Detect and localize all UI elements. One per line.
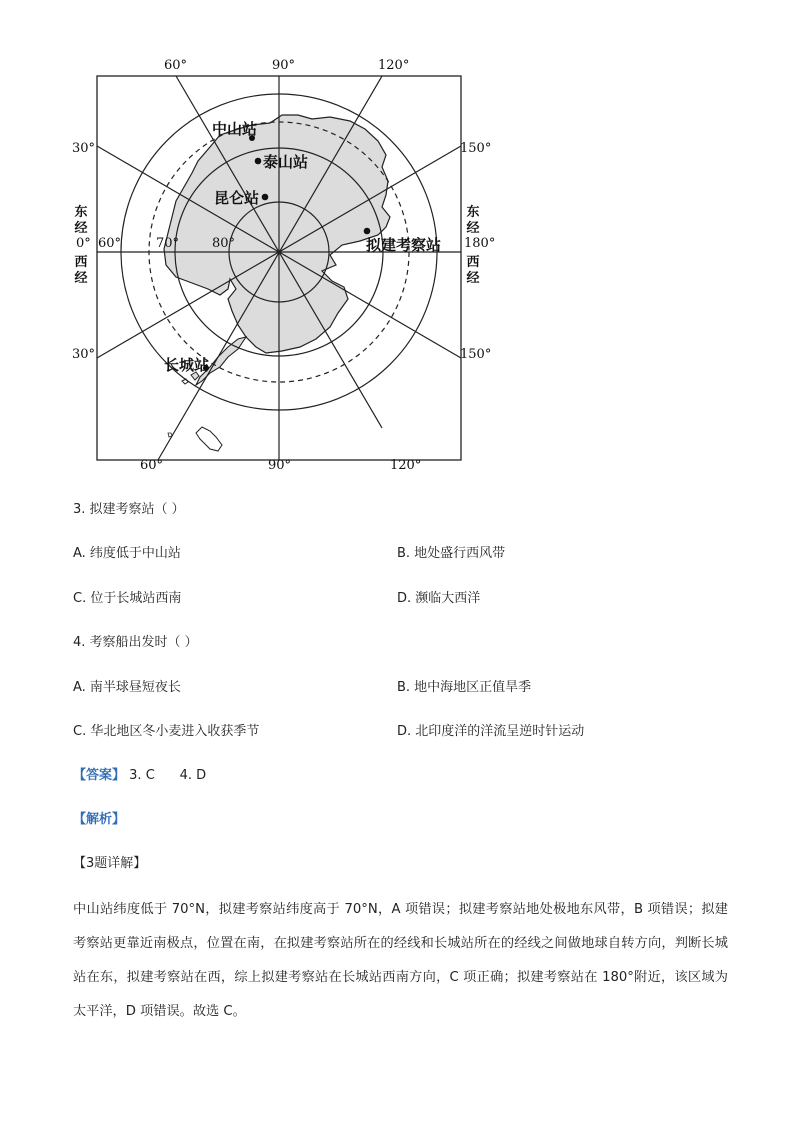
q3-option-c: C. 位于长城站西南	[73, 591, 182, 606]
zero-longitude-label: 0°	[76, 236, 91, 251]
q4-option-b: B. 地中海地区正值旱季	[397, 680, 532, 695]
q4-option-c: C. 华北地区冬小麦进入收获季节	[73, 724, 260, 739]
east-longitude-left: 东经	[74, 205, 88, 236]
lon-label-right-150-bottom: 150°	[460, 347, 492, 362]
question-3-stem: 3. 拟建考察站（ ）	[73, 502, 185, 517]
lon-180-label: 180°	[464, 236, 496, 251]
detail-paragraph: 中山站纬度低于 70°N，拟建考察站纬度高于 70°N，A 项错误；拟建考察站地处极地东风带，B 项错误；拟建考察站更靠近南极点，位置在南，在拟建考察站所在的经线和长城站所在的经线之间做地球自转方向，判断长城站在东，拟建考察站在西，综上拟建考察站在长城站西南方向，C 项正确；拟建考察站在 180°附近，该区域为太平洋，D 项错误。故选 C。	[73, 902, 728, 1019]
west-longitude-left: 西经	[74, 255, 88, 286]
q3-option-a: A. 纬度低于中山站	[73, 546, 181, 561]
lon-label-top-90: 90°	[272, 58, 296, 73]
changcheng-label: 长城站	[164, 356, 210, 374]
lon-label-top-60: 60°	[164, 58, 188, 73]
zhongshan-label: 中山站	[212, 120, 258, 138]
kunlun-dot	[262, 194, 269, 201]
lat-label-70: 70°	[156, 236, 180, 251]
lon-label-bottom-90: 90°	[268, 458, 292, 473]
lat-label-80: 80°	[212, 236, 236, 251]
lon-label-left-30-bottom: 30°	[72, 347, 96, 362]
detail-tag: 【3题详解】	[73, 856, 147, 871]
taishan-dot	[255, 158, 262, 165]
q4-option-a: A. 南半球昼短夜长	[73, 680, 181, 695]
west-longitude-right: 西经	[466, 255, 480, 286]
map-drawing	[60, 55, 500, 475]
lon-label-top-120: 120°	[378, 58, 410, 73]
lon-label-left-30-top: 30°	[72, 141, 96, 156]
proposed-station-label: 拟建考察站	[366, 236, 442, 254]
analysis-tag: 【解析】	[73, 812, 126, 827]
lon-label-bottom-120: 120°	[390, 458, 422, 473]
taishan-label: 泰山站	[263, 153, 309, 171]
lat-label-60: 60°	[98, 236, 122, 251]
lon-label-bottom-60: 60°	[140, 458, 164, 473]
q4-option-d: D. 北印度洋的洋流呈逆时针运动	[397, 724, 585, 739]
answer-line	[73, 764, 206, 783]
island	[182, 379, 188, 384]
answer-text: 3. C 4. D	[129, 768, 207, 783]
kunlun-label: 昆仑站	[214, 189, 260, 207]
south-america-tip	[196, 427, 222, 451]
antarctica-map	[60, 55, 500, 475]
q3-option-d: D. 濒临大西洋	[397, 591, 481, 606]
detail-line	[73, 852, 146, 871]
answer-tag: 【答案】	[73, 768, 126, 783]
q3-option-b: B. 地处盛行西风带	[397, 546, 506, 561]
lon-label-right-150-top: 150°	[460, 141, 492, 156]
analysis-line	[73, 808, 125, 827]
east-longitude-right: 东经	[466, 205, 480, 236]
question-4-stem: 4. 考察船出发时（ ）	[73, 635, 198, 650]
